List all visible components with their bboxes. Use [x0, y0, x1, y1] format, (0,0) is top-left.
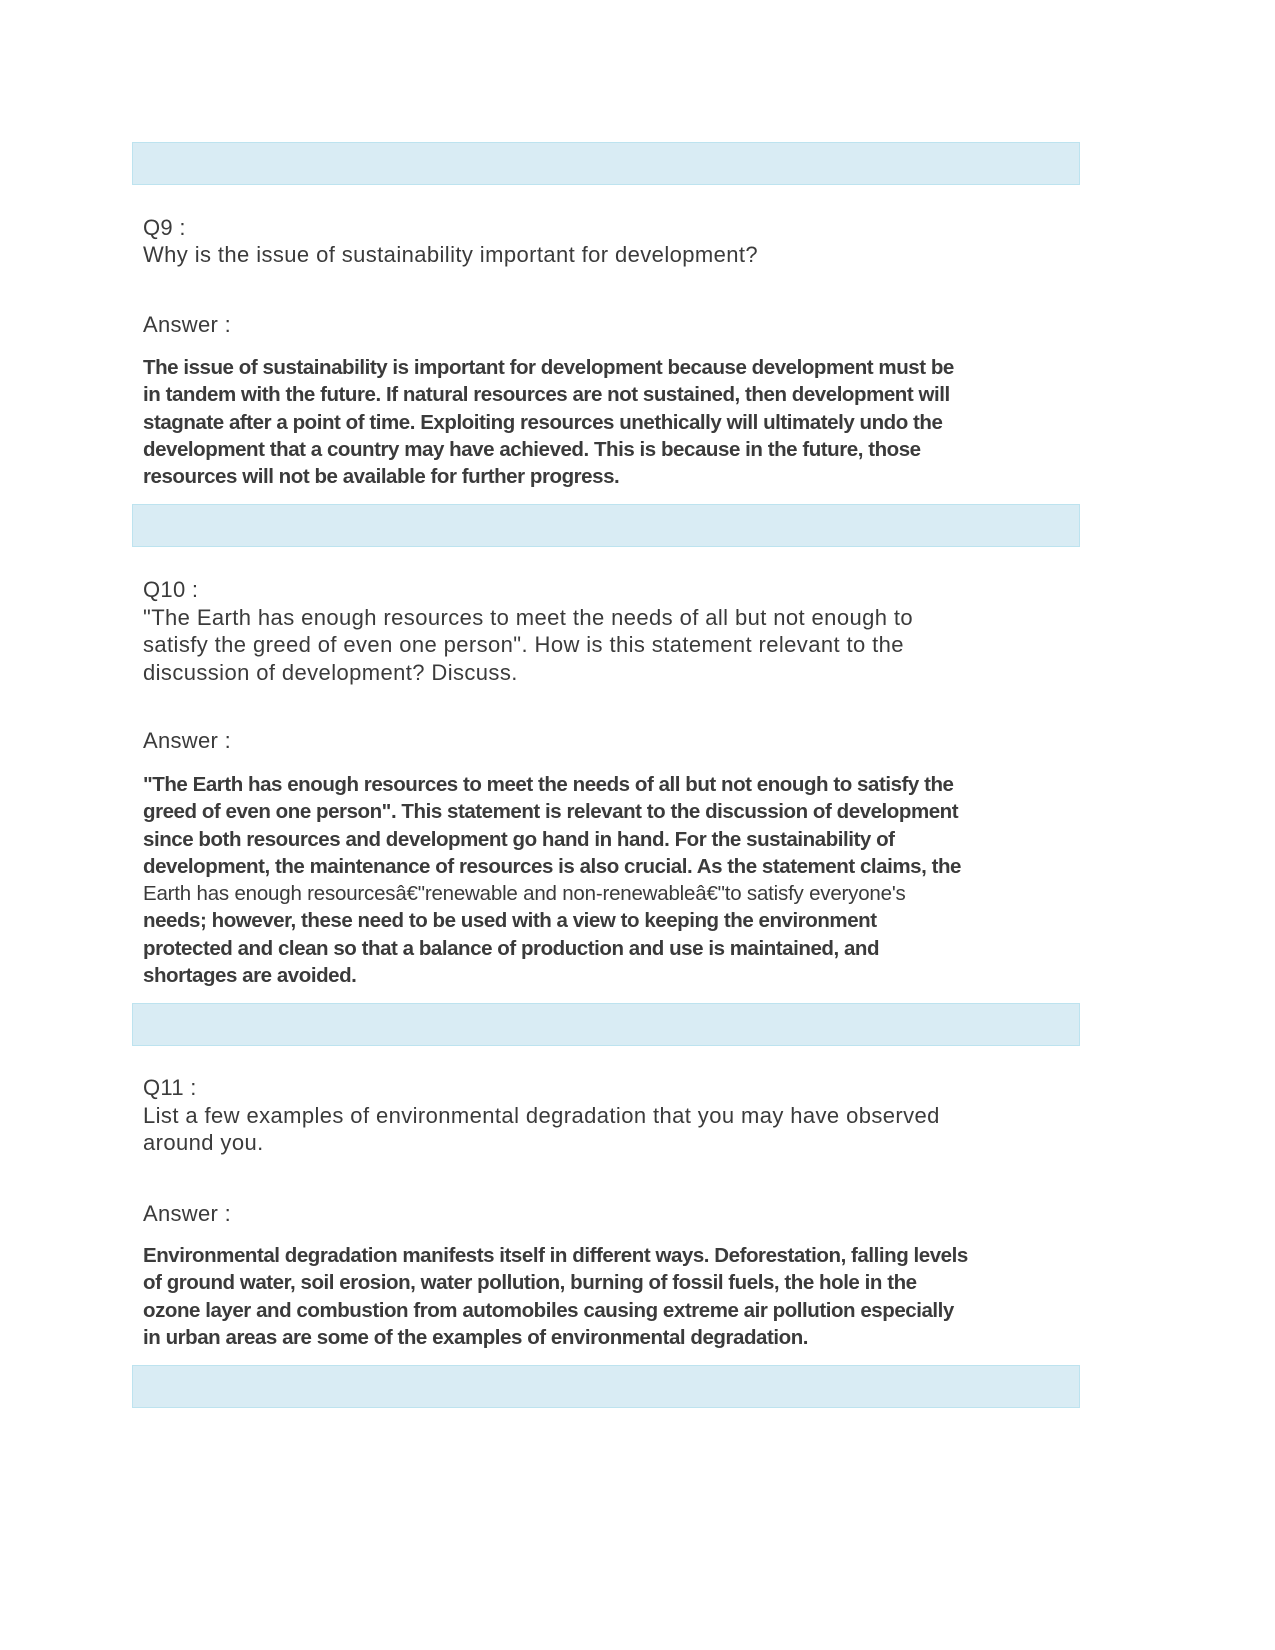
section-divider-banner [132, 504, 1080, 547]
answer-text [143, 771, 1143, 989]
answer-line: in tandem with the future. If natural resources are not sustained, then development will [143, 383, 950, 407]
answer-label: Answer : [143, 1201, 231, 1226]
section-divider-banner [132, 1365, 1080, 1408]
question-text [143, 1102, 1143, 1157]
question-line: "The Earth has enough resources to meet the needs of all but not enough to [143, 605, 914, 630]
question-line: satisfy the greed of even one person". How is this statement relevant to the [143, 632, 904, 658]
answer-line: Environmental degradation manifests itself in different ways. Deforestation, falling levels [143, 1244, 968, 1267]
answer-text [143, 1242, 1143, 1351]
section-divider-banner [132, 142, 1080, 185]
answer-line: in urban areas are some of the examples of environmental degradation. [143, 1325, 809, 1349]
question-number: Q10 : [143, 577, 199, 602]
section-divider-banner [132, 1003, 1080, 1046]
answer-line: since both resources and development go hand in hand. For the sustainability of [143, 827, 895, 851]
question-text [143, 241, 1143, 268]
question-text [143, 604, 1143, 686]
question-number: Q11 : [143, 1075, 197, 1100]
answer-line: stagnate after a point of time. Exploiting resources unethically will ultimately undo the [143, 410, 943, 434]
question-line: List a few examples of environmental degradation that you may have observed [143, 1103, 940, 1128]
answer-line: ozone layer and combustion from automobiles causing extreme air pollution especially [143, 1298, 954, 1322]
answer-line: Earth has enough resourcesâ€"renewable and non-renewableâ€"to satisfy everyone's [143, 882, 906, 906]
answer-line: shortages are avoided. [143, 964, 357, 988]
answer-line: development, the maintenance of resources is also crucial. As the statement claims, the [143, 854, 961, 878]
question-number: Q9 : [143, 215, 186, 240]
answer-line: protected and clean so that a balance of production and use is maintained, and [143, 936, 880, 960]
answer-label: Answer : [143, 312, 231, 337]
answer-line: needs; however, these need to be used with a view to keeping the environment [143, 909, 877, 933]
question-line: discussion of development? Discuss. [143, 659, 518, 685]
answer-line: development that a country may have achieved. This is because in the future, those [143, 437, 921, 461]
question-line: around you. [143, 1130, 264, 1156]
answer-label: Answer : [143, 728, 231, 753]
answer-line: resources will not be available for further progress. [143, 465, 620, 489]
answer-line: "The Earth has enough resources to meet the needs of all but not enough to satisfy the [143, 773, 954, 796]
answer-line: The issue of sustainability is important for development because development must be [143, 356, 954, 379]
answer-line: greed of even one person". This statement is relevant to the discussion of development [143, 800, 959, 824]
question-line: Why is the issue of sustainability important for development? [143, 242, 759, 267]
answer-line: of ground water, soil erosion, water pollution, burning of fossil fuels, the hole in the [143, 1271, 917, 1295]
answer-text [143, 354, 1143, 490]
